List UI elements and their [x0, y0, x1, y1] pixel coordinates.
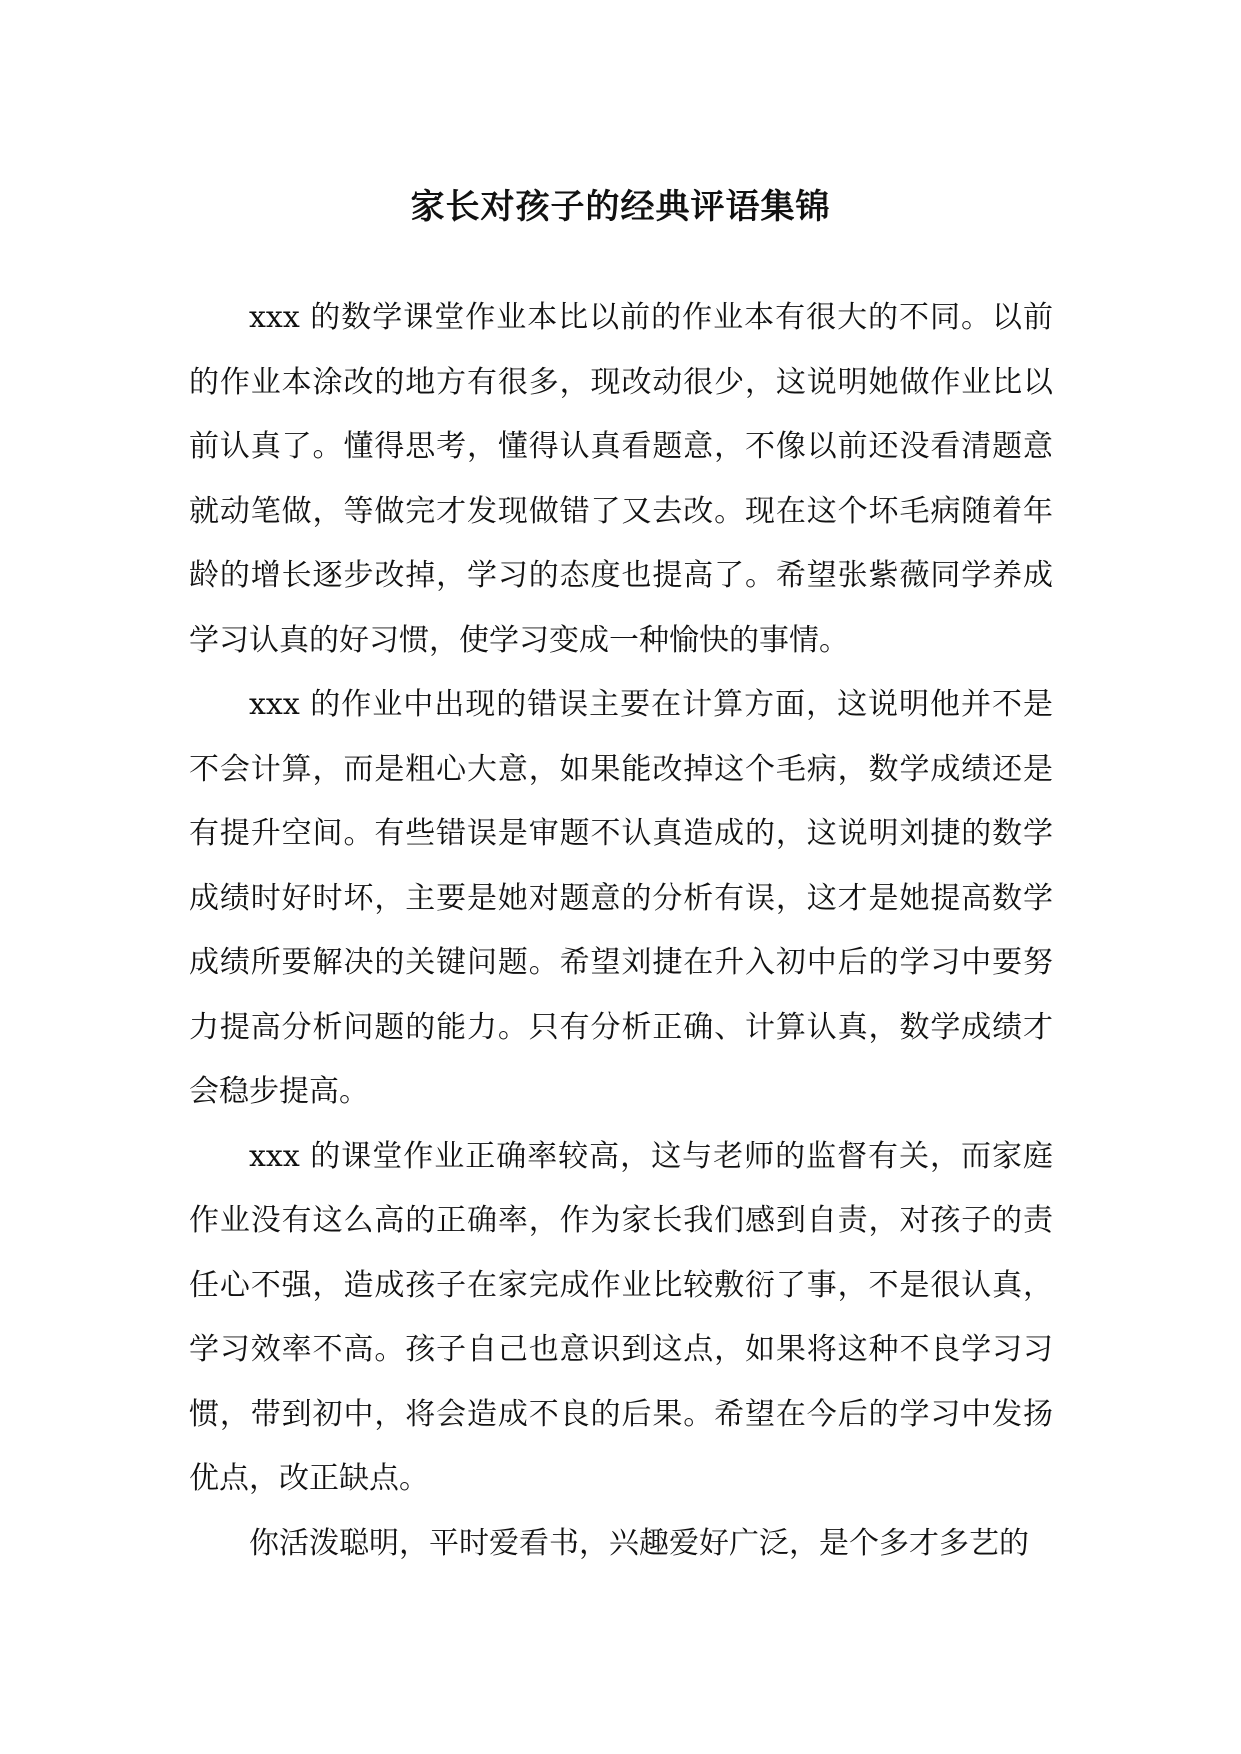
- document-title: 家长对孩子的经典评语集锦: [410, 186, 831, 227]
- paragraph-2: xxx 的作业中出现的错误主要在计算方面，这说明他并不是不会计算，而是粗心大意，如果能改掉这个毛病，数学成绩还是有提升空间。有些错误是审题不认真造成的，这说明刘捷的数学成绩时好时坏，主要是她对题意的分析有误，这才是她提高数学成绩所要解决的关键问题。希望刘捷在升入初中后的学习中要努力提高分析问题的能力。只有分析正确、计算认真，数学成绩才会稳步提高。: [189, 687, 1053, 1109]
- paragraph-1: xxx 的数学课堂作业本比以前的作业本有很大的不同。以前的作业本涂改的地方有很多，现改动很少，这说明她做作业比以前认真了。懂得思考，懂得认真看题意，不像以前还没看清题意就动笔做，等做完才发现做错了又去改。现在这个坏毛病随着年龄的增长逐步改掉，学习的态度也提高了。希望张紫薇同学养成学习认真的好习惯，使学习变成一种愉快的事情。: [189, 300, 1053, 658]
- paragraph-4: 你活泼聪明，平时爱看书，兴趣爱好广泛，是个多才多艺的: [249, 1525, 1029, 1561]
- paragraph-3: xxx 的课堂作业正确率较高，这与老师的监督有关，而家庭作业没有这么高的正确率，作为家长我们感到自责，对孩子的责任心不强，造成孩子在家完成作业比较敷衍了事，不是很认真，学习效率不高。孩子自己也意识到这点，如果将这种不良学习习惯，带到初中，将会造成不良的后果。希望在今后的学习中发扬优点，改正缺点。: [189, 1138, 1053, 1496]
- document-body: [189, 286, 1053, 1576]
